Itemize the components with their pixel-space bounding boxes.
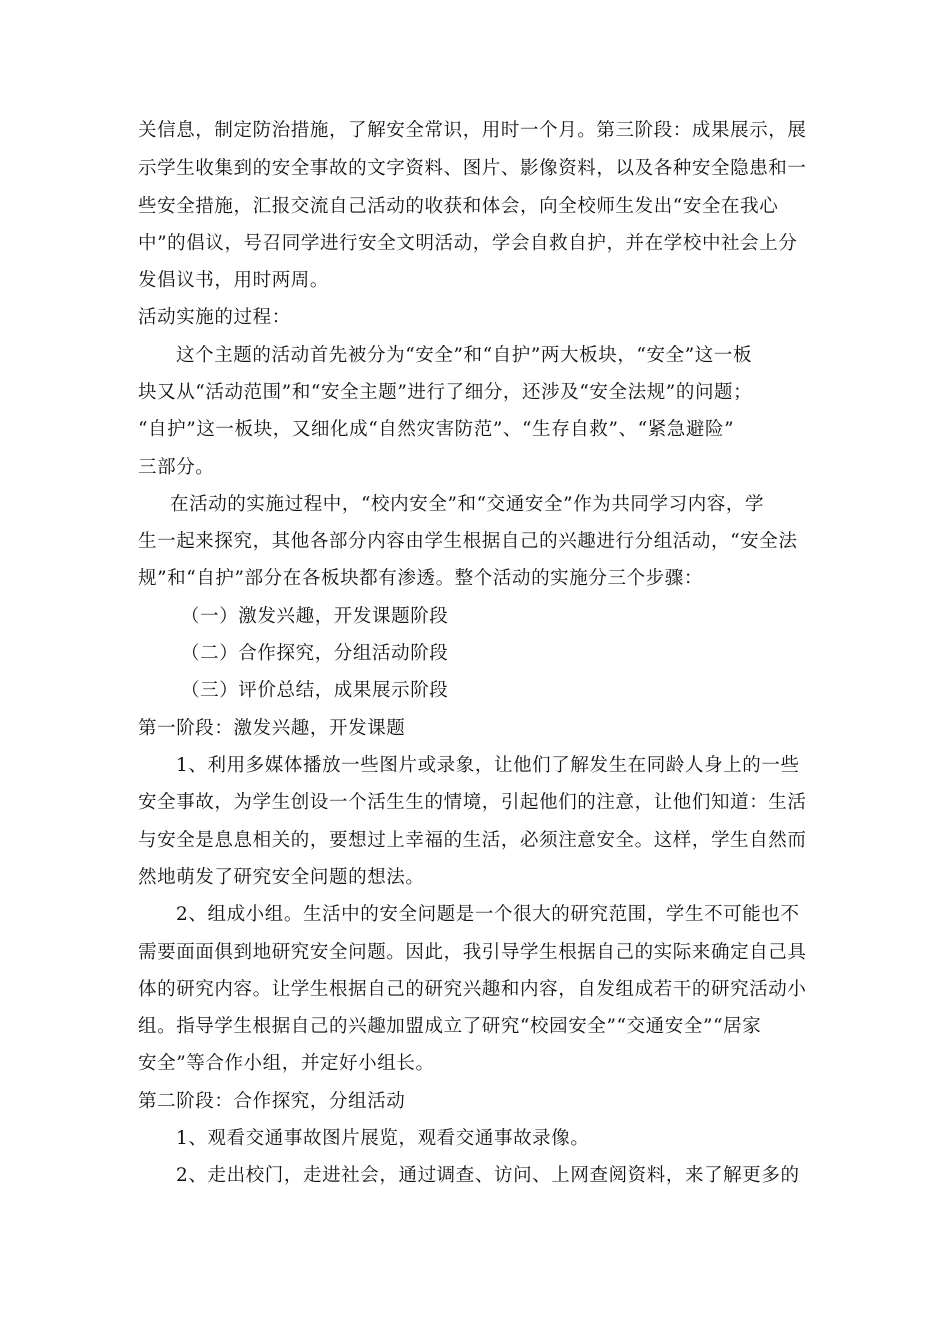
text-line: 2、组成小组。生活中的安全问题是一个很大的研究范围，学生不可能也不 <box>176 904 800 925</box>
text-line: 1、利用多媒体播放一些图片或录象，让他们了解发生在同龄人身上的一些 <box>176 755 800 776</box>
text-line: 需要面面俱到地研究安全问题。因此，我引导学生根据自己的实际来确定自己具 <box>138 942 807 963</box>
text-line: 体的研究内容。让学生根据自己的研究兴趣和内容，自发组成若干的研究活动小 <box>138 979 807 1000</box>
text-line: 1、观看交通事故图片展览，观看交通事故录像。 <box>176 1128 590 1149</box>
text-line: 然地萌发了研究安全问题的想法。 <box>138 867 425 888</box>
text-line: 生一起来探究，其他各部分内容由学生根据自己的兴趣进行分组活动，“安全法 <box>138 531 798 552</box>
text-line: 与安全是息息相关的，要想过上幸福的生活，必须注意安全。这样，学生自然而 <box>138 830 807 851</box>
list-item: （一）激发兴趣，开发课题阶段 <box>181 606 449 627</box>
text-line: 中”的倡议，号召同学进行安全文明活动，学会自救自护，并在学校中社会上分 <box>138 233 798 254</box>
section-heading: 第一阶段：激发兴趣，开发课题 <box>138 718 406 739</box>
text-line: 块又从“活动范围”和“安全主题”进行了细分，还涉及“安全法规”的问题； <box>138 382 753 403</box>
text-line: 在活动的实施过程中，“校内安全”和“交通安全”作为共同学习内容，学 <box>170 494 765 515</box>
text-line: 安全”等合作小组，并定好小组长。 <box>138 1053 435 1074</box>
text-line: 这个主题的活动首先被分为“安全”和“自护”两大板块，“安全”这一板 <box>176 345 753 366</box>
list-item: （二）合作探究，分组活动阶段 <box>181 643 449 664</box>
text-line: 组。指导学生根据自己的兴趣加盟成立了研究“校园安全”“交通安全”“居家 <box>138 1016 762 1037</box>
section-heading: 第二阶段：合作探究，分组活动 <box>138 1091 406 1112</box>
list-item: （三）评价总结，成果展示阶段 <box>181 680 449 701</box>
section-heading: 活动实施的过程： <box>138 307 291 328</box>
text-line: “自护”这一板块，又细化成“自然灾害防范”、“生存自救”、“紧急避险” <box>138 419 735 440</box>
text-line: 规”和“自护”部分在各板块都有渗透。整个活动的实施分三个步骤： <box>138 568 703 589</box>
text-line: 2、走出校门，走进社会，通过调查、访问、上网查阅资料，来了解更多的 <box>176 1165 800 1186</box>
text-line: 三部分。 <box>138 457 215 478</box>
text-line: 些安全措施，汇报交流自己活动的收获和体会，向全校师生发出“安全在我心 <box>138 196 779 217</box>
text-line: 关信息，制定防治措施，了解安全常识，用时一个月。第三阶段：成果展示，展 <box>138 120 807 141</box>
text-line: 示学生收集到的安全事故的文字资料、图片、影像资料，以及各种安全隐患和一 <box>138 158 807 179</box>
text-line: 发倡议书，用时两周。 <box>138 270 330 291</box>
text-line: 安全事故，为学生创设一个活生生的情境，引起他们的注意，让他们知道：生活 <box>138 792 807 813</box>
